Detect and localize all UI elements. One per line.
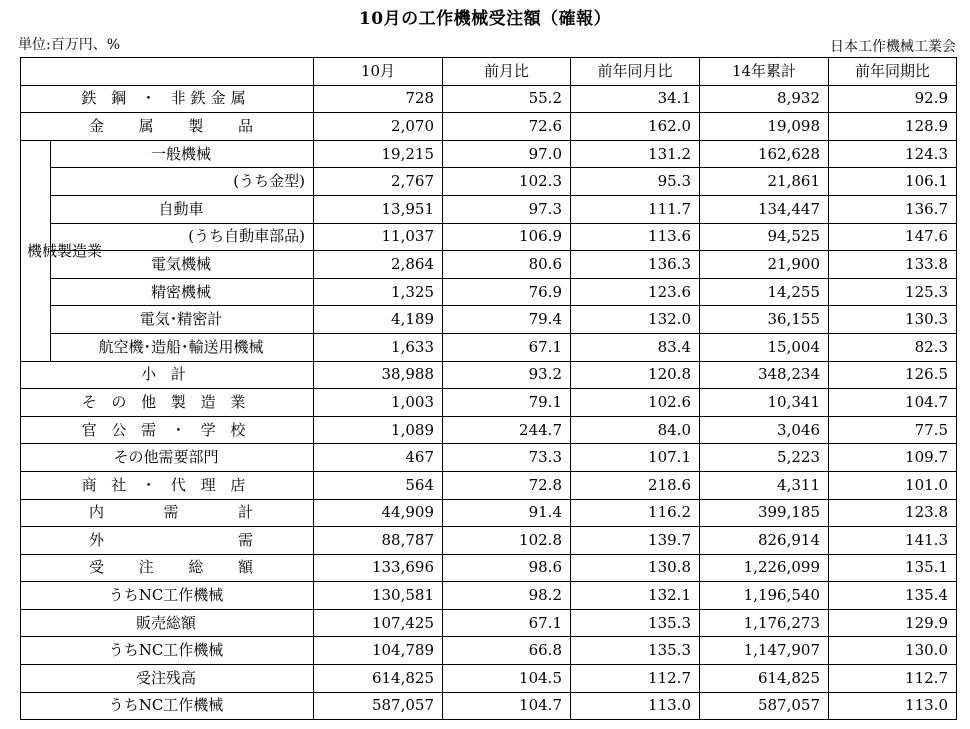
cell-mom: 55.2 bbox=[443, 85, 571, 113]
cell-ytd: 21,900 bbox=[700, 251, 829, 279]
cell-yoy: 130.8 bbox=[571, 554, 700, 582]
cell-yoy: 139.7 bbox=[571, 527, 700, 555]
row-label: 一般機械 bbox=[51, 140, 314, 168]
cell-yoy: 34.1 bbox=[571, 85, 700, 113]
cell-ytd-yoy: 125.3 bbox=[829, 278, 957, 306]
cell-october: 13,951 bbox=[314, 195, 443, 223]
cell-ytd: 1,147,907 bbox=[700, 637, 829, 665]
row-label: 外 需 bbox=[21, 527, 314, 555]
cell-ytd-yoy: 130.0 bbox=[829, 637, 957, 665]
cell-mom: 73.3 bbox=[443, 444, 571, 472]
orders-table bbox=[20, 57, 957, 720]
cell-october: 1,633 bbox=[314, 333, 443, 361]
table-row bbox=[21, 361, 957, 389]
cell-ytd: 1,226,099 bbox=[700, 554, 829, 582]
cell-october: 1,089 bbox=[314, 416, 443, 444]
header-ytd-yoy: 前年同期比 bbox=[829, 58, 957, 86]
cell-mom: 80.6 bbox=[443, 251, 571, 279]
group-label bbox=[21, 140, 103, 361]
cell-ytd-yoy: 126.5 bbox=[829, 361, 957, 389]
cell-mom: 97.0 bbox=[443, 140, 571, 168]
cell-ytd-yoy: 101.0 bbox=[829, 471, 957, 499]
cell-ytd: 399,185 bbox=[700, 499, 829, 527]
table-row bbox=[21, 499, 957, 527]
cell-october: 44,909 bbox=[314, 499, 443, 527]
table-row bbox=[21, 416, 957, 444]
cell-yoy: 132.0 bbox=[571, 306, 700, 334]
cell-october: 19,215 bbox=[314, 140, 443, 168]
row-label: うちNC工作機械 bbox=[21, 692, 314, 720]
cell-mom: 104.5 bbox=[443, 665, 571, 693]
cell-ytd: 614,825 bbox=[700, 665, 829, 693]
cell-yoy: 113.0 bbox=[571, 692, 700, 720]
cell-october: 133,696 bbox=[314, 554, 443, 582]
row-label: 自動車 bbox=[51, 195, 314, 223]
cell-yoy: 102.6 bbox=[571, 389, 700, 417]
cell-ytd: 1,176,273 bbox=[700, 609, 829, 637]
row-label: 精密機械 bbox=[51, 278, 314, 306]
row-label: うちNC工作機械 bbox=[21, 637, 314, 665]
table-row bbox=[21, 113, 957, 141]
cell-yoy: 132.1 bbox=[571, 582, 700, 610]
table-row bbox=[21, 140, 957, 168]
cell-mom: 98.2 bbox=[443, 582, 571, 610]
table-row bbox=[21, 582, 957, 610]
table-row bbox=[21, 637, 957, 665]
header-ytd: 14年累計 bbox=[700, 58, 829, 86]
cell-ytd: 134,447 bbox=[700, 195, 829, 223]
cell-mom: 79.4 bbox=[443, 306, 571, 334]
cell-mom: 67.1 bbox=[443, 609, 571, 637]
header-row bbox=[21, 58, 957, 86]
page-title: 10月の工作機械受注額（確報） bbox=[358, 9, 612, 29]
table-row bbox=[21, 85, 957, 113]
cell-ytd-yoy: 130.3 bbox=[829, 306, 957, 334]
cell-mom: 79.1 bbox=[443, 389, 571, 417]
row-label: 内 需 計 bbox=[21, 499, 314, 527]
cell-ytd-yoy: 106.1 bbox=[829, 168, 957, 196]
cell-mom: 67.1 bbox=[443, 333, 571, 361]
table-row bbox=[21, 168, 957, 196]
table-row bbox=[21, 471, 957, 499]
cell-october: 614,825 bbox=[314, 665, 443, 693]
cell-ytd-yoy: 109.7 bbox=[829, 444, 957, 472]
cell-october: 88,787 bbox=[314, 527, 443, 555]
cell-ytd: 19,098 bbox=[700, 113, 829, 141]
cell-october: 2,070 bbox=[314, 113, 443, 141]
cell-october: 11,037 bbox=[314, 223, 443, 251]
cell-yoy: 113.6 bbox=[571, 223, 700, 251]
cell-mom: 102.8 bbox=[443, 527, 571, 555]
table-row bbox=[21, 665, 957, 693]
row-label: 受 注 総 額 bbox=[21, 554, 314, 582]
cell-october: 2,767 bbox=[314, 168, 443, 196]
cell-ytd: 3,046 bbox=[700, 416, 829, 444]
row-label: 販売総額 bbox=[21, 609, 314, 637]
table-row bbox=[21, 278, 957, 306]
cell-ytd-yoy: 124.3 bbox=[829, 140, 957, 168]
row-label: (うち金型) bbox=[51, 168, 314, 196]
cell-mom: 91.4 bbox=[443, 499, 571, 527]
row-label: 電気機械 bbox=[51, 251, 314, 279]
cell-ytd-yoy: 113.0 bbox=[829, 692, 957, 720]
table-row bbox=[21, 692, 957, 720]
cell-ytd: 21,861 bbox=[700, 168, 829, 196]
cell-ytd: 1,196,540 bbox=[700, 582, 829, 610]
cell-ytd: 8,932 bbox=[700, 85, 829, 113]
cell-october: 107,425 bbox=[314, 609, 443, 637]
row-label: 鉄 鋼 ・ 非鉄金属 bbox=[21, 85, 314, 113]
row-label: 受注残高 bbox=[21, 665, 314, 693]
cell-october: 130,581 bbox=[314, 582, 443, 610]
cell-yoy: 135.3 bbox=[571, 637, 700, 665]
row-label: うちNC工作機械 bbox=[21, 582, 314, 610]
cell-ytd-yoy: 128.9 bbox=[829, 113, 957, 141]
cell-ytd-yoy: 147.6 bbox=[829, 223, 957, 251]
cell-ytd-yoy: 104.7 bbox=[829, 389, 957, 417]
table-row bbox=[21, 389, 957, 417]
row-label: そ の 他 製 造 業 bbox=[21, 389, 314, 417]
cell-yoy: 120.8 bbox=[571, 361, 700, 389]
cell-ytd-yoy: 135.4 bbox=[829, 582, 957, 610]
table-row bbox=[21, 333, 957, 361]
cell-mom: 102.3 bbox=[443, 168, 571, 196]
cell-october: 38,988 bbox=[314, 361, 443, 389]
cell-october: 728 bbox=[314, 85, 443, 113]
cell-ytd-yoy: 136.7 bbox=[829, 195, 957, 223]
cell-yoy: 116.2 bbox=[571, 499, 700, 527]
header-mom: 前月比 bbox=[443, 58, 571, 86]
cell-ytd-yoy: 112.7 bbox=[829, 665, 957, 693]
cell-ytd: 162,628 bbox=[700, 140, 829, 168]
cell-ytd: 587,057 bbox=[700, 692, 829, 720]
cell-mom: 93.2 bbox=[443, 361, 571, 389]
group-label-text: 機械製造業 bbox=[27, 241, 103, 260]
cell-ytd: 826,914 bbox=[700, 527, 829, 555]
cell-ytd: 5,223 bbox=[700, 444, 829, 472]
table-row bbox=[21, 223, 957, 251]
organization-label: 日本工作機械工業会 bbox=[830, 39, 956, 55]
header-blank bbox=[21, 58, 314, 86]
cell-october: 564 bbox=[314, 471, 443, 499]
cell-mom: 97.3 bbox=[443, 195, 571, 223]
header-october: 10月 bbox=[314, 58, 443, 86]
header-yoy: 前年同月比 bbox=[571, 58, 700, 86]
cell-ytd: 94,525 bbox=[700, 223, 829, 251]
cell-ytd: 348,234 bbox=[700, 361, 829, 389]
cell-yoy: 218.6 bbox=[571, 471, 700, 499]
cell-mom: 244.7 bbox=[443, 416, 571, 444]
table-row bbox=[21, 444, 957, 472]
cell-yoy: 111.7 bbox=[571, 195, 700, 223]
cell-yoy: 131.2 bbox=[571, 140, 700, 168]
cell-yoy: 162.0 bbox=[571, 113, 700, 141]
cell-yoy: 95.3 bbox=[571, 168, 700, 196]
cell-october: 4,189 bbox=[314, 306, 443, 334]
cell-mom: 104.7 bbox=[443, 692, 571, 720]
row-label: 航空機･造船･輸送用機械 bbox=[51, 333, 314, 361]
cell-ytd: 15,004 bbox=[700, 333, 829, 361]
cell-october: 587,057 bbox=[314, 692, 443, 720]
cell-october: 2,864 bbox=[314, 251, 443, 279]
cell-october: 1,003 bbox=[314, 389, 443, 417]
cell-yoy: 83.4 bbox=[571, 333, 700, 361]
cell-yoy: 112.7 bbox=[571, 665, 700, 693]
cell-ytd-yoy: 141.3 bbox=[829, 527, 957, 555]
cell-ytd-yoy: 135.1 bbox=[829, 554, 957, 582]
table-row bbox=[21, 554, 957, 582]
cell-october: 104,789 bbox=[314, 637, 443, 665]
cell-ytd-yoy: 82.3 bbox=[829, 333, 957, 361]
row-label: 電気･精密計 bbox=[51, 306, 314, 334]
cell-yoy: 123.6 bbox=[571, 278, 700, 306]
cell-yoy: 107.1 bbox=[571, 444, 700, 472]
row-label: 官 公 需 ・ 学 校 bbox=[21, 416, 314, 444]
table-row bbox=[21, 195, 957, 223]
table-row bbox=[21, 527, 957, 555]
cell-mom: 76.9 bbox=[443, 278, 571, 306]
row-label: (うち自動車部品) bbox=[51, 223, 314, 251]
cell-october: 467 bbox=[314, 444, 443, 472]
cell-yoy: 84.0 bbox=[571, 416, 700, 444]
row-label: 商 社 ・ 代 理 店 bbox=[21, 471, 314, 499]
table-row bbox=[21, 609, 957, 637]
cell-mom: 72.8 bbox=[443, 471, 571, 499]
cell-mom: 98.6 bbox=[443, 554, 571, 582]
cell-yoy: 135.3 bbox=[571, 609, 700, 637]
row-label: その他需要部門 bbox=[21, 444, 314, 472]
cell-ytd: 4,311 bbox=[700, 471, 829, 499]
table-row bbox=[21, 251, 957, 279]
cell-mom: 106.9 bbox=[443, 223, 571, 251]
cell-ytd: 14,255 bbox=[700, 278, 829, 306]
row-label: 金 属 製 品 bbox=[21, 113, 314, 141]
unit-label: 単位:百万円、% bbox=[18, 37, 121, 53]
cell-mom: 66.8 bbox=[443, 637, 571, 665]
cell-ytd-yoy: 133.8 bbox=[829, 251, 957, 279]
cell-ytd: 10,341 bbox=[700, 389, 829, 417]
cell-ytd-yoy: 92.9 bbox=[829, 85, 957, 113]
row-label: 小 計 bbox=[21, 361, 314, 389]
cell-ytd: 36,155 bbox=[700, 306, 829, 334]
cell-yoy: 136.3 bbox=[571, 251, 700, 279]
table-row bbox=[21, 306, 957, 334]
cell-october: 1,325 bbox=[314, 278, 443, 306]
cell-ytd-yoy: 129.9 bbox=[829, 609, 957, 637]
cell-mom: 72.6 bbox=[443, 113, 571, 141]
cell-ytd-yoy: 123.8 bbox=[829, 499, 957, 527]
cell-ytd-yoy: 77.5 bbox=[829, 416, 957, 444]
